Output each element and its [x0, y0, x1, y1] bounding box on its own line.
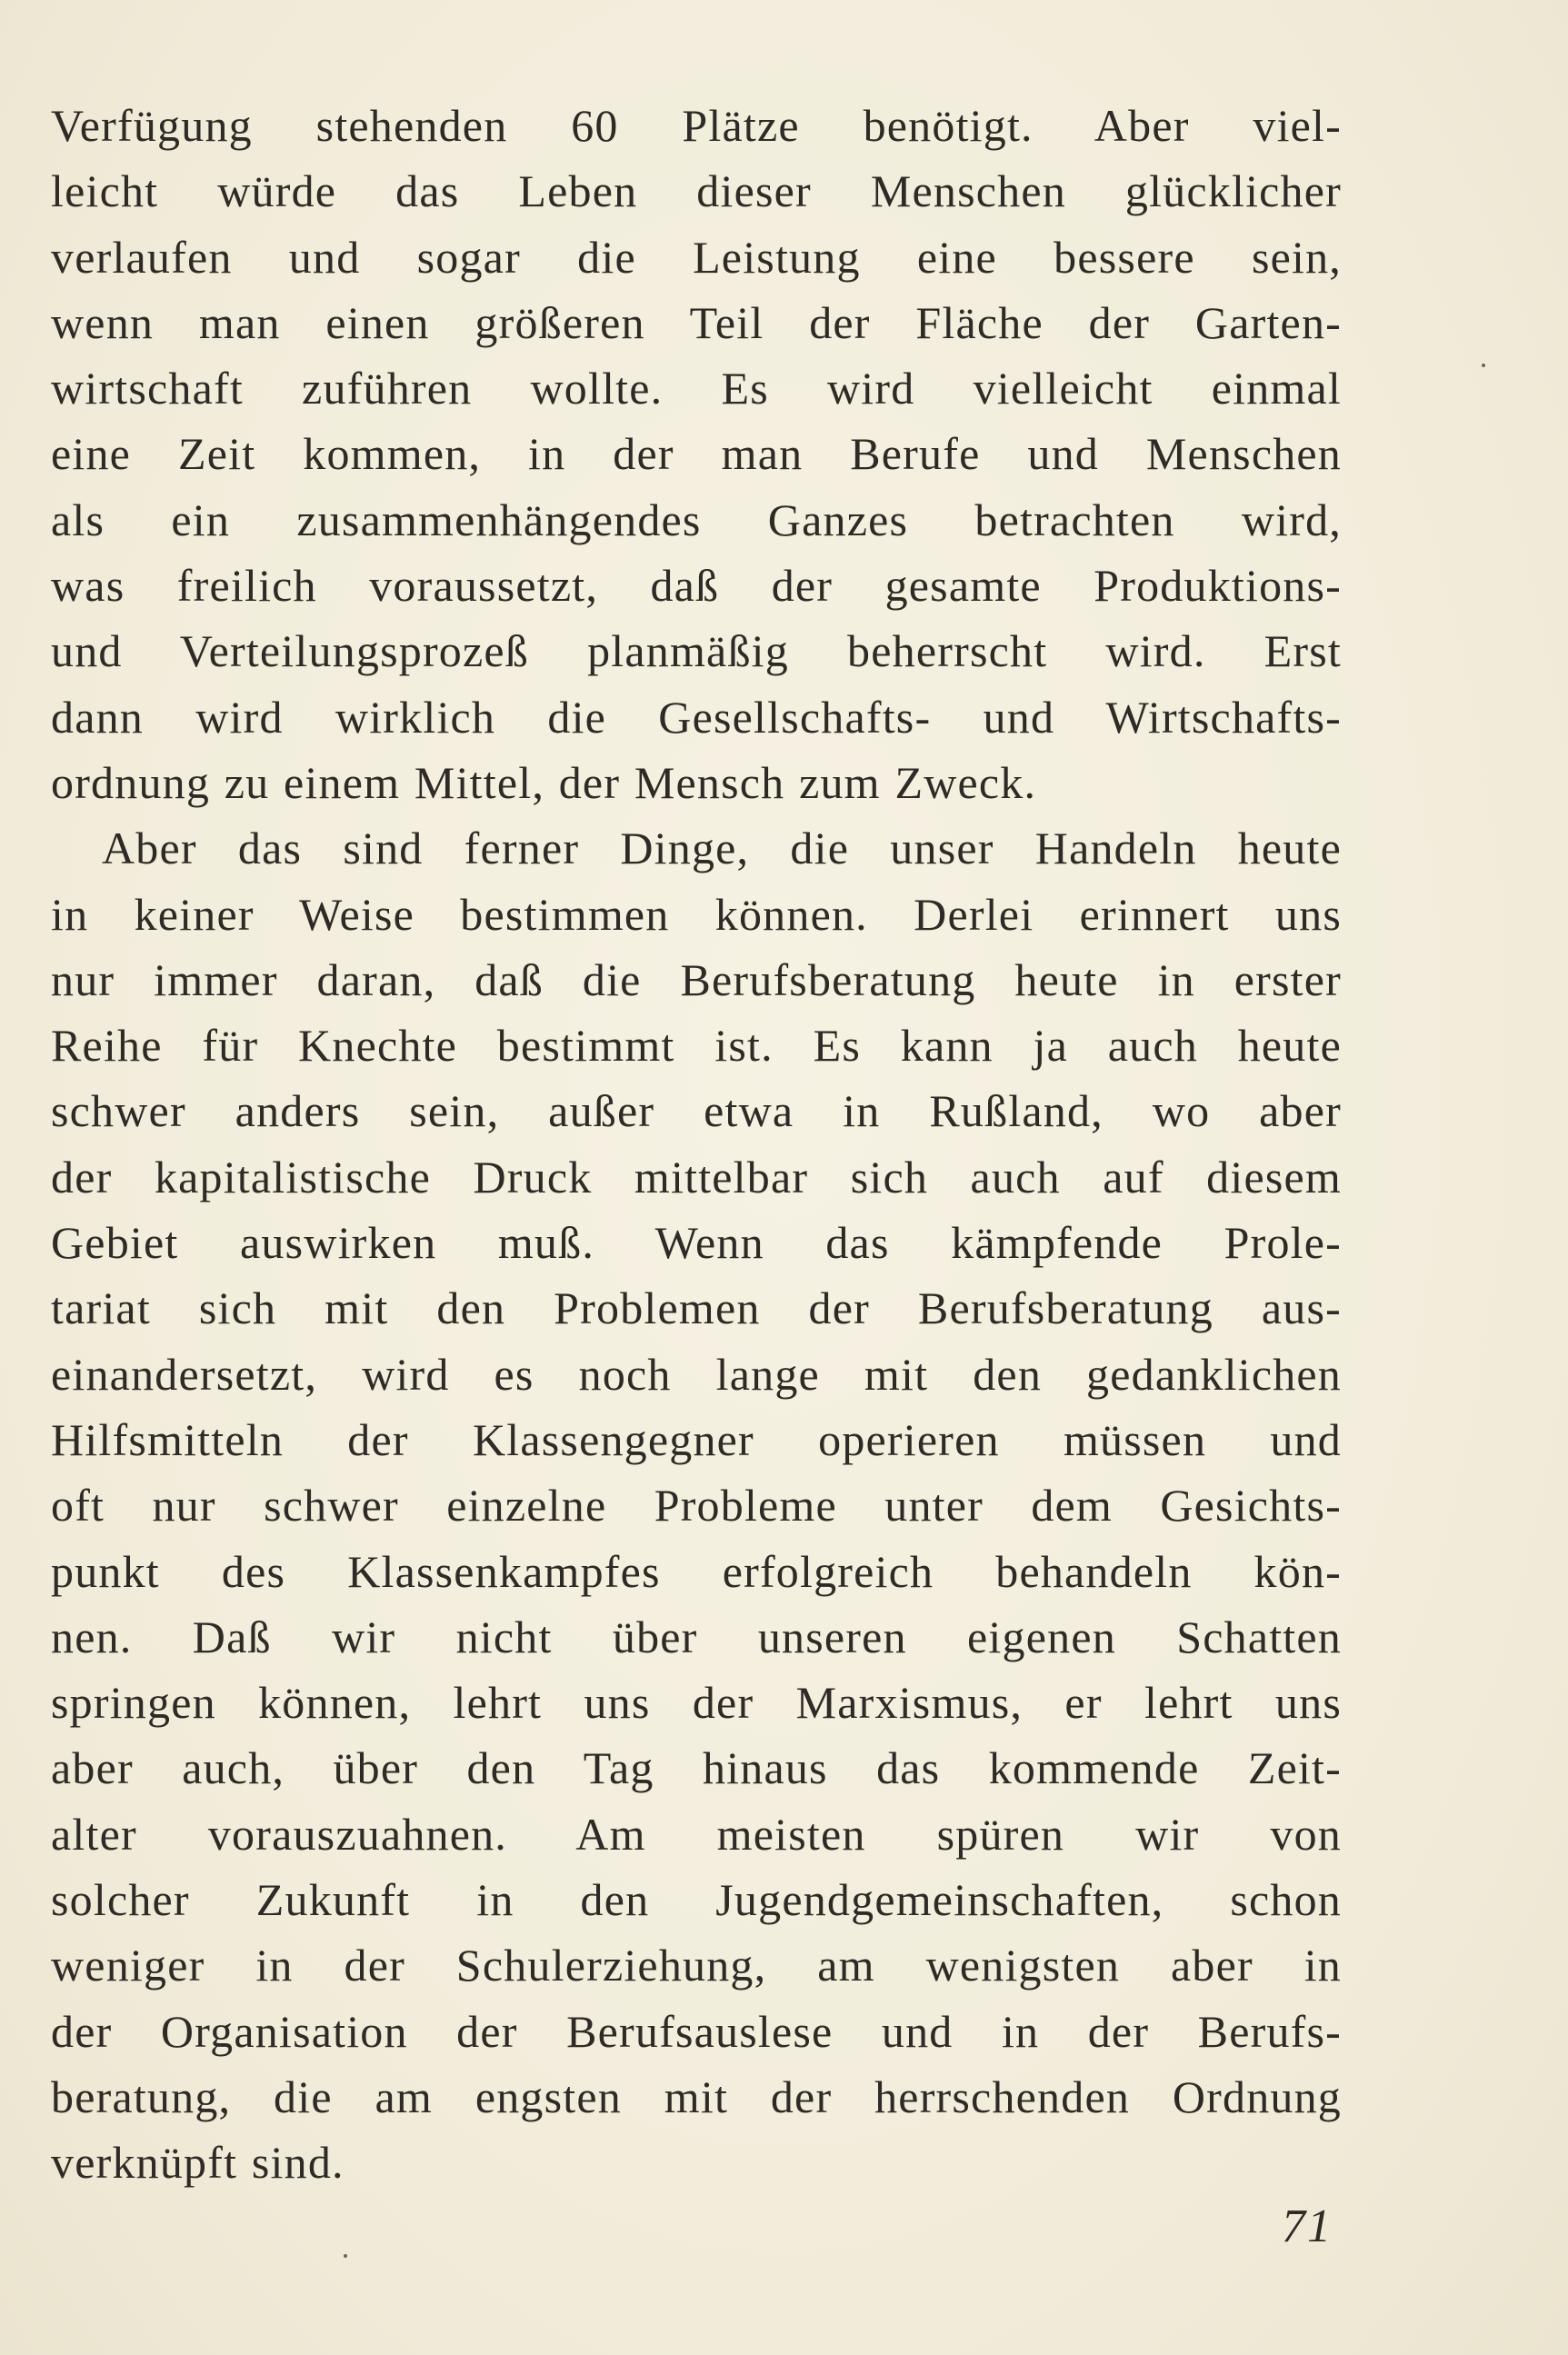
text-line: springen können, lehrt uns der Marxismus, er lehrt uns	[51, 1677, 1342, 1729]
text-line: alter vorauszuahnen. Am meisten spüren wir von	[51, 1808, 1342, 1860]
text-line: beratung, die am engsten mit der herrschenden Ordnung	[51, 2071, 1342, 2122]
text-line: verknüpft sind.	[51, 2137, 345, 2189]
text-line: und Verteilungsprozeß planmäßig beherrscht wird. Erst	[51, 625, 1342, 677]
text-line: eine Zeit kommen, in der man Berufe und Menschen	[51, 428, 1342, 480]
body-text	[51, 93, 1342, 2196]
page-number: 71	[1282, 2200, 1333, 2252]
text-line: ordnung zu einem Mittel, der Mensch zum Zweck.	[51, 756, 1037, 808]
text-line: Aber das sind ferner Dinge, die unser Handeln heute	[102, 823, 1342, 874]
text-line: aber auch, über den Tag hinaus das kommende Zeit-	[51, 1742, 1342, 1794]
text-line: solcher Zukunft in den Jugendgemeinschaften, schon	[51, 1874, 1342, 1926]
text-line: weniger in der Schulerziehung, am wenigsten aber in	[51, 1940, 1342, 1991]
paper-speck	[1482, 364, 1485, 367]
text-line: Reihe für Knechte bestimmt ist. Es kann ja auch heute	[51, 1020, 1342, 1072]
text-line: wenn man einen größeren Teil der Fläche der Garten-	[51, 296, 1342, 348]
text-line: Verfügung stehenden 60 Plätze benötigt. Aber viel-	[51, 100, 1342, 151]
text-line: als ein zusammenhängendes Ganzes betrachten wird,	[51, 494, 1342, 545]
text-line: nur immer daran, daß die Berufsberatung heute in erster	[51, 953, 1342, 1005]
paragraph-2	[51, 815, 1342, 2195]
text-line: Hilfsmitteln der Klassengegner operieren müssen und	[51, 1413, 1342, 1465]
text-line: schwer anders sein, außer etwa in Rußland, wo aber	[51, 1085, 1342, 1137]
text-line: punkt des Klassenkampfes erfolgreich behandeln kön-	[51, 1545, 1342, 1597]
text-line: der kapitalistische Druck mittelbar sich auch auf diesem	[51, 1151, 1342, 1202]
text-line: oft nur schwer einzelne Probleme unter dem Gesichts-	[51, 1480, 1342, 1532]
text-line: der Organisation der Berufsauslese und in der Berufs-	[51, 2005, 1342, 2057]
text-line: verlaufen und sogar die Leistung eine bessere sein,	[51, 231, 1342, 283]
text-line: einandersetzt, wird es noch lange mit den gedanklichen	[51, 1348, 1342, 1400]
text-line: was freilich voraussetzt, daß der gesamte Produktions-	[51, 560, 1342, 612]
text-line: tariat sich mit den Problemen der Berufsberatung aus-	[51, 1282, 1342, 1334]
text-line: nen. Daß wir nicht über unseren eigenen Schatten	[51, 1611, 1342, 1662]
text-line: Gebiet auswirken muß. Wenn das kämpfende Prole-	[51, 1217, 1342, 1269]
text-line: wirtschaft zuführen wollte. Es wird vielleicht einmal	[51, 363, 1342, 414]
paragraph-1	[51, 93, 1342, 815]
paper-speck	[344, 2254, 347, 2258]
text-line: dann wird wirklich die Gesellschafts- und Wirtschafts-	[51, 691, 1342, 743]
text-line: leicht würde das Leben dieser Menschen glücklicher	[51, 165, 1342, 217]
text-line: in keiner Weise bestimmen können. Derlei erinnert uns	[51, 888, 1342, 940]
